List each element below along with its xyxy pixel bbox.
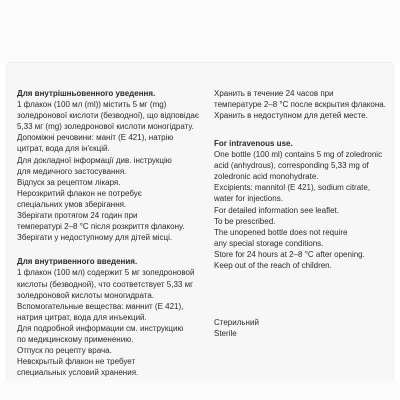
ua-line: температурі 2–8 °С після розкриття флакону. bbox=[17, 222, 185, 232]
ru-line: Хранить в недоступном для детей месте. bbox=[214, 111, 368, 121]
ru-line: Хранить в течение 24 часов при bbox=[214, 89, 334, 98]
ua-line: 5,33 мг (mg) золедронової кислоти моногідрату. bbox=[17, 122, 194, 132]
ru-line: специальных условий хранения. bbox=[17, 368, 139, 378]
sterile-mark bbox=[214, 317, 259, 339]
ru-line: Невскрытый флакон не требует bbox=[17, 357, 136, 367]
en-line: water for injections. bbox=[214, 194, 283, 204]
en-line: Keep out of the reach of children. bbox=[214, 261, 332, 271]
ua-line: Нерозкритий флакон не потребує bbox=[17, 188, 142, 198]
ua-line: Зберігати протягом 24 годин при bbox=[17, 211, 138, 221]
en-line: Excipients: mannitol (E 421), sodium citrate, bbox=[214, 183, 371, 193]
top-background bbox=[0, 0, 400, 63]
ru-line: Вспомогательные вещества: маннит (Е 421), bbox=[17, 301, 184, 311]
ua-line: цитрат, вода для ін'єкцій. bbox=[17, 144, 110, 154]
ua-heading: Для внутрішньовенного уведення. bbox=[17, 89, 156, 98]
ua-line: спеціальних умов зберігання. bbox=[17, 199, 127, 209]
ru-line: температуре 2–8 °С после вскрытия флакона. bbox=[214, 100, 386, 110]
en-line: any special storage conditions. bbox=[214, 238, 324, 248]
en-line: Store for 24 hours at 2–8 °C after opening. bbox=[214, 249, 365, 259]
bottom-background bbox=[0, 380, 400, 400]
en-line: One bottle (100 ml) contains 5 mg of zoledronic bbox=[214, 150, 383, 160]
en-line: For detailed information see leaflet. bbox=[214, 205, 339, 215]
en-line: zoledronic acid monohydrate. bbox=[214, 172, 319, 182]
sterile-en: Sterile bbox=[214, 329, 237, 339]
ua-line: Допоміжні речовини: маніт (Е 421), натрію bbox=[17, 133, 174, 143]
ru-line: золедроновой кислоты моногидрата. bbox=[17, 290, 155, 300]
ru-heading: Для внутривенного введения. bbox=[17, 257, 138, 267]
en-line: acid (anhydrous), corresponding 5,33 mg of bbox=[214, 161, 369, 171]
ru-line: кислоты (безводной), что соответствует 5,33 мг bbox=[17, 279, 194, 289]
ua-line: Відпуск за рецептом лікаря. bbox=[17, 177, 121, 187]
ua-line: Для докладної інформації див. інструкцію bbox=[17, 155, 172, 165]
ru-line: Для подробной информации см. инструкцию bbox=[17, 323, 184, 333]
ru-line: по медицинскому применению. bbox=[17, 334, 134, 344]
ru-storage-block bbox=[214, 88, 386, 121]
en-line: The unopened bottle does not require bbox=[214, 227, 348, 237]
en-heading: For intravenous use. bbox=[214, 139, 293, 148]
ru-line: натрия цитрат, вода для инъекций. bbox=[17, 312, 147, 322]
ua-line: золедронової кислоти (безводної), що відповідає bbox=[17, 111, 199, 121]
left-text-column bbox=[17, 88, 199, 378]
ua-line: 1 флакон (100 мл (ml)) містить 5 мг (mg) bbox=[17, 100, 167, 110]
ua-line: Зберігати у недоступному для дітей місці. bbox=[17, 233, 173, 243]
ru-line: 1 флакон (100 мл) содержит 5 мг золедроновой bbox=[17, 268, 195, 278]
ru-line: Отпуск по рецепту врача. bbox=[17, 346, 112, 356]
en-line: To be prescribed. bbox=[214, 216, 276, 226]
sterile-ua: Стерильний bbox=[214, 318, 259, 327]
ua-line: для медичного застосування. bbox=[17, 166, 127, 176]
en-text-block bbox=[214, 138, 382, 271]
